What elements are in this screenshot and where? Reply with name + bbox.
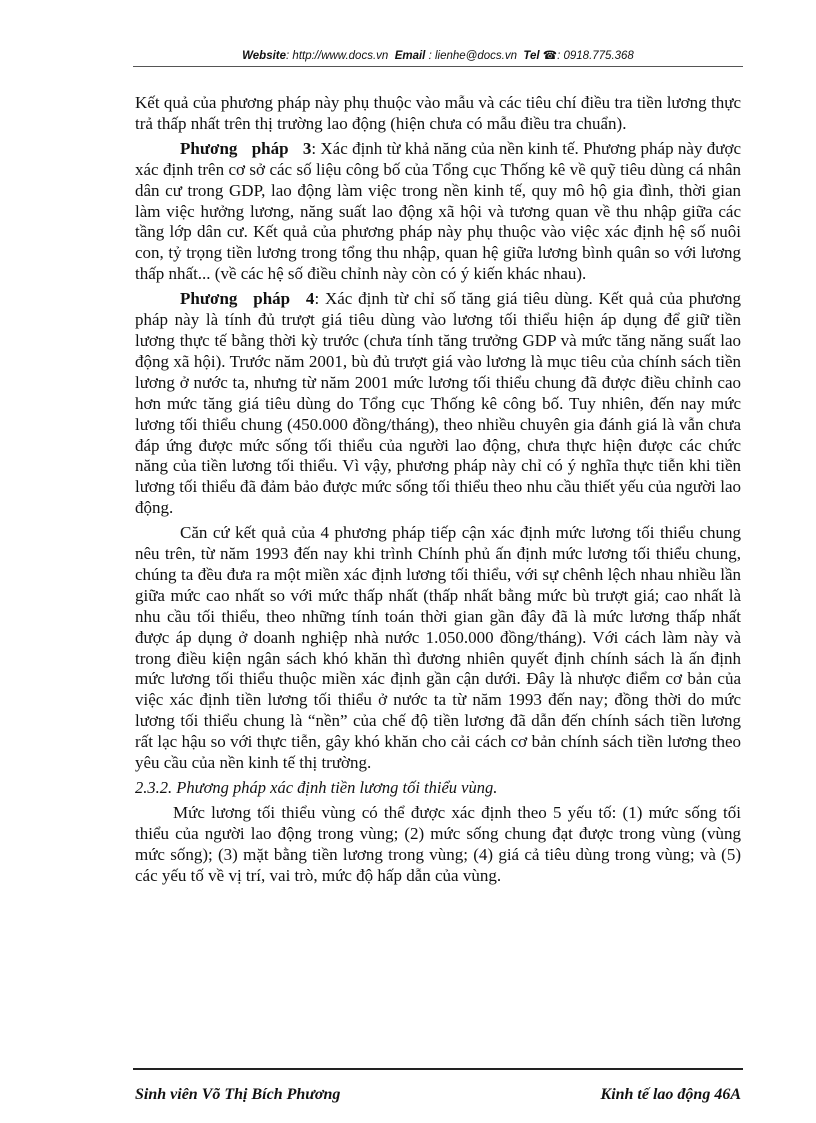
email-value: : lienhe@docs.vn (428, 50, 517, 62)
website-label: Website (242, 50, 287, 62)
method-4-text: : Xác định từ chỉ số tăng giá tiêu dùng. Kết quả của phương pháp này là tính đủ trượt giá tiêu dùng vào lương tối thiểu hiện áp dụng để giữ tiền lương thực tế bằng thời kỳ trước (chưa tính tăng trưởng GDP và mức tăng năng suất lao động xã hội). Trước năm 2001, bù đủ trượt giá vào lương là mục tiêu của chính sách tiền lương ở nước ta, nhưng từ năm 2001 mức lương tối thiểu chung đã được điều chỉnh cao hơn mức tăng giá tiêu dùng do Tổng cục Thống kê công bố. Tuy nhiên, đến nay mức lương tối thiểu chung (450.000 đồng/tháng), theo nhiều chuyên gia đánh giá là vẫn chưa đáp ứng được mức sống tối thiểu của người lao động, chưa thực hiện được các chức năng của tiền lương tối thiểu. Vì vậy, phương pháp này chỉ có ý nghĩa thực tiễn khi tiền lương tối thiểu đã đảm bảo được mức sống tối thiểu theo nhu cầu thiết yếu của người lao động. (135, 289, 741, 518)
header-rule (133, 66, 743, 67)
paragraph-conclusion: Căn cứ kết quả của 4 phương pháp tiếp cận xác định mức lương tối thiểu chung nêu trên, từ năm 1993 đến nay khi trình Chính phủ ấn định mức lương tối thiểu chung, chúng ta đều đưa ra một miền xác định lương tối thiểu, với sự chênh lệch nhau nhiều lần giữa mức cao nhất so với mức thấp nhất (thấp nhất bằng mức bù trượt giá; cao nhất là nhu cầu tối thiểu, theo những tính toán thời gian gần đây đã là mức lương thấp nhất được áp dụng ở doanh nghiệp nhà nước 1.050.000 đồng/tháng). Với cách làm này và trong điều kiện ngân sách khó khăn thì đương nhiên quyết định chính sách là ấn định mức lương tối thiểu thuộc miền xác định gần cận dưới. Đây là nhược điểm cơ bản của việc xác định tiền lương tối thiểu ở nước ta từ năm 1993 đến nay; đồng thời do mức lương tối thiểu chung là “nền” của chế độ tiền lương đã dẫn đến chính sách tiền lương rất lạc hậu so với thực tiễn, gây khó khăn cho cải cách cơ bản chính sách tiền lương theo yêu cầu của nền kinh tế thị trường. (135, 523, 741, 773)
email-label: Email (394, 50, 426, 62)
method-3-text: : Xác định từ khả năng của nền kinh tế. Phương pháp này được xác định trên cơ sở các số liệu công bố của Tổng cục Thống kê về quỹ tiêu dùng cá nhân dân cư trong GDP, lao động làm việc trong nền kinh tế, quy mô hộ gia đình, thời gian làm việc hưởng lương, năng suất lao động xã hội và tương quan về thu nhập giữa các tầng lớp dân cư. Kết quả của phương pháp này phụ thuộc vào việc xác định hệ số nuôi con, tỷ trọng tiền lương trong tổng thu nhập, quan hệ giữa lương bình quân so với lương thấp nhất... (về các hệ số điều chỉnh này còn có ý kiến khác nhau). (135, 138, 741, 284)
paragraph-1: Kết quả của phương pháp này phụ thuộc vào mẫu và các tiêu chí điều tra tiền lương thực trả thấp nhất trên thị trường lao động (hiện chưa có mẫu điều tra chuẩn). (135, 93, 741, 133)
tel-label: Tel (523, 50, 540, 62)
paragraph-method-4 (135, 289, 741, 519)
method-3-label: Phương pháp 3 (180, 138, 312, 158)
website-value: : http://www.docs.vn (286, 50, 389, 62)
paragraph-regional: Mức lương tối thiểu vùng có thể được xác định theo 5 yếu tố: (1) mức sống tối thiểu của người lao động trong vùng; (2) mức sống chung đạt được trong vùng (vùng mức sống); (3) mặt bằng tiền lương trong vùng; (4) giá cả tiêu dùng trong vùng; và (5) các yếu tố về vị trí, vai trò, mức độ hấp dẫn của vùng. (135, 802, 741, 885)
phone-icon: ☎ (542, 50, 558, 62)
section-heading: 2.3.2. Phương pháp xác định tiền lương tối thiểu vùng. (135, 778, 498, 797)
tel-value: : 0918.775.368 (557, 50, 634, 62)
footer-author: Sinh viên Võ Thị Bích Phương (135, 1086, 341, 1103)
document-body (135, 93, 741, 891)
paragraph-method-3 (135, 139, 741, 285)
method-4-label: Phương pháp 4 (180, 289, 315, 309)
footer-rule (133, 1068, 743, 1070)
page-header (133, 48, 743, 62)
footer-class: Kinh tế lao động 46A (600, 1086, 741, 1103)
